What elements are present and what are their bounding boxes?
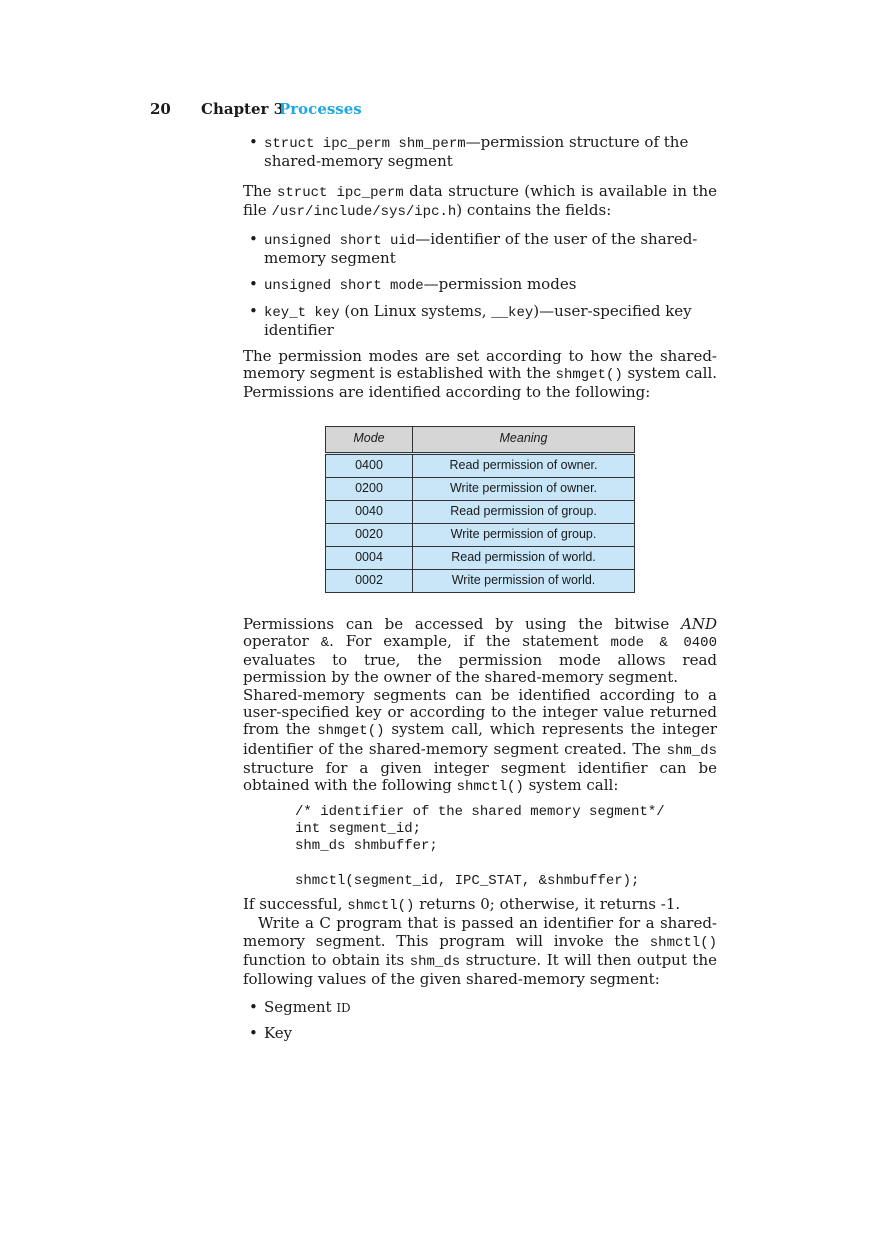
inline-code: /usr/include/sys/ipc.h [271, 203, 457, 220]
code-block [295, 804, 717, 890]
emphasis: AND [681, 614, 717, 633]
column-header-meaning: Meaning [413, 426, 635, 453]
text-run: evaluates to true, the permission mode allows read permission by the owner of the shared-memory segment. [243, 651, 717, 687]
table-row [326, 523, 635, 546]
inline-code: struct ipc_perm shm_perm [264, 136, 466, 152]
list-item [243, 1025, 717, 1042]
text-run: If successful, [243, 895, 348, 914]
text-run: data structure (which is available in the file [243, 181, 717, 219]
inline-code: shmctl() [649, 934, 717, 951]
table-row [326, 569, 635, 592]
bullet-list-outputs [243, 999, 717, 1043]
table-row [326, 546, 635, 569]
table-row [326, 453, 635, 477]
list-item [243, 999, 717, 1017]
list-item [243, 303, 717, 340]
paragraph-ipc-perm [243, 183, 717, 222]
text-run: Permissions can be accessed by using the bitwise [243, 614, 682, 633]
text-run: function to obtain its [243, 950, 410, 969]
list-item-text: (on Linux systems, [339, 302, 492, 321]
paragraph-segment-identification [243, 687, 717, 797]
inline-code: __key [491, 305, 534, 322]
text-run: operator [243, 631, 321, 650]
inline-code: unsigned short uid [264, 233, 416, 250]
meaning-cell: Read permission of world. [413, 546, 635, 569]
list-item-text: —identifier of the user of the shared-memory segment [264, 230, 698, 268]
text-run: ) contains the fields: [456, 200, 612, 219]
chapter-title: Processes [279, 100, 362, 118]
mode-cell: 0020 [326, 523, 413, 546]
list-item [243, 276, 717, 295]
text-run: structure for a given integer segment identifier can be obtained with the following [243, 758, 717, 795]
list-item [243, 134, 717, 171]
mode-cell: 0200 [326, 477, 413, 500]
mode-cell: 0400 [326, 453, 413, 477]
list-item-text: —permission modes [423, 274, 577, 293]
list-item-text: Key [264, 1023, 293, 1042]
list-item-text: )—user-specified key identifier [264, 302, 692, 340]
text-run: system call: [523, 776, 619, 795]
inline-code: unsigned short mode [264, 277, 424, 294]
paragraph-program-task [243, 915, 717, 988]
table-row [326, 500, 635, 523]
paragraph-success [243, 896, 717, 915]
code-line: /* identifier of the shared memory segment*/ [295, 803, 665, 820]
inline-code: shmget() [555, 366, 623, 383]
meaning-cell: Write permission of group. [413, 523, 635, 546]
inline-code: shm_ds [409, 953, 461, 970]
code-line: shmctl(segment_id, IPC_STAT, &shmbuffer); [295, 872, 640, 889]
chapter-label: Chapter 3 [201, 100, 285, 118]
paragraph-bitwise-and [243, 616, 717, 687]
inline-code: & [320, 634, 330, 651]
text-run: The permission modes are set according to how the shared-memory segment is established with the [243, 346, 717, 382]
paragraph-permission-modes [243, 348, 717, 402]
inline-code: shm_ds [666, 742, 717, 759]
inline-code: shmctl() [347, 898, 415, 915]
meaning-cell: Write permission of owner. [413, 477, 635, 500]
list-item-text: —permission structure of the shared-memory segment [264, 133, 689, 171]
text-run: Shared-memory segments can be identified according to a user-specified key or according to the integer value returned from the [243, 685, 717, 739]
text-run: The [243, 181, 277, 200]
small-caps-text: ID [336, 1000, 351, 1015]
list-item-text: Segment [264, 997, 337, 1016]
text-run: returns 0; otherwise, it returns -1. [414, 895, 681, 914]
inline-code: key_t key [264, 305, 340, 322]
text-run: system call. Permissions are identified according to the following: [243, 363, 718, 402]
bullet-list-fields [243, 231, 717, 339]
inline-code: mode & 0400 [610, 634, 717, 651]
text-run: Write a C program that is passed an identifier for a shared-memory segment. This program will invoke the [243, 914, 717, 950]
mode-cell: 0004 [326, 546, 413, 569]
permission-table [325, 426, 635, 593]
meaning-cell: Read permission of group. [413, 500, 635, 523]
mode-cell: 0002 [326, 569, 413, 592]
table-header-row [326, 426, 635, 453]
text-run: system call, which represents the integer identifier of the shared-memory segment created. The [243, 720, 717, 758]
mode-cell: 0040 [326, 500, 413, 523]
code-line: shm_ds shmbuffer; [295, 838, 438, 855]
inline-code: shmget() [317, 723, 385, 740]
table-row [326, 477, 635, 500]
meaning-cell: Write permission of world. [413, 569, 635, 592]
page-number: 20 [150, 100, 171, 118]
page-body [243, 134, 717, 1050]
inline-code: struct ipc_perm [277, 184, 404, 201]
column-header-mode: Mode [326, 426, 413, 453]
bullet-list-shm-perm [243, 134, 717, 171]
list-item [243, 231, 717, 268]
inline-code: shmctl() [456, 779, 524, 796]
text-run: structure. It will then output the following values of the given shared-memory segment: [243, 950, 717, 989]
code-line: int segment_id; [295, 820, 422, 837]
meaning-cell: Read permission of owner. [413, 453, 635, 477]
text-run: . For example, if the statement [329, 631, 611, 650]
